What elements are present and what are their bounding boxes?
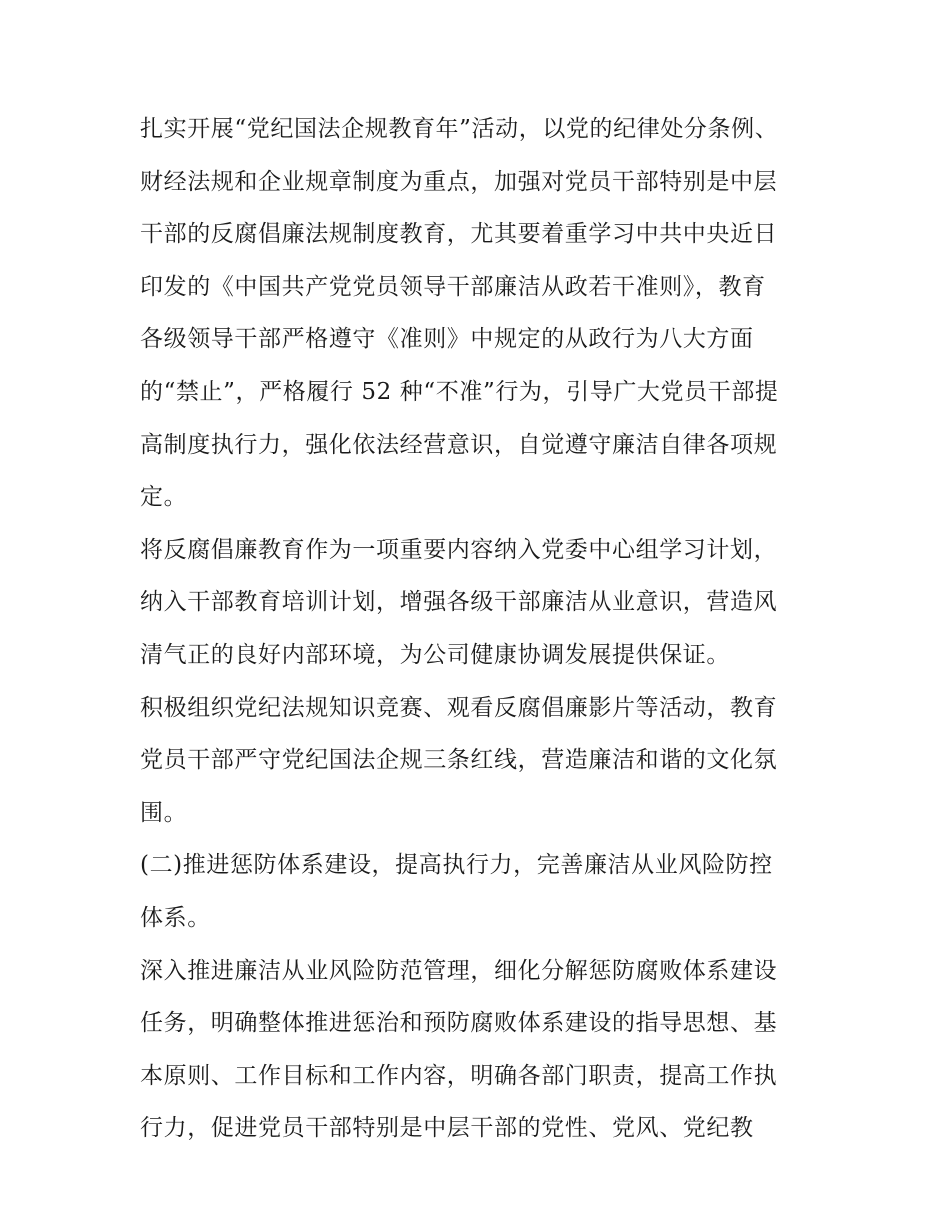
text-line: 清气正的良好内部环境，为公司健康协调发展提供保证。 <box>140 641 730 668</box>
text-line: 扎实开展“党纪国法企规教育年”活动，以党的纪律处分条例、 <box>140 116 779 142</box>
text-line: 高制度执行力，强化依法经营意识，自觉遵守廉洁自律各项规 <box>140 431 778 458</box>
text-line: 本原则、工作目标和工作内容，明确各部门职责，提高工作执 <box>140 1062 778 1089</box>
text-line: 印发的《中国共产党党员领导干部廉洁从政若干准则》，教育 <box>140 273 766 300</box>
section-heading: (二)推进惩防体系建设，提高执行力，完善廉洁从业风险防控 <box>140 852 773 879</box>
text-line: 任务，明确整体推进惩治和预防腐败体系建设的指导思想、基 <box>140 1010 778 1037</box>
document-body <box>140 103 820 1155</box>
text-line: 各级领导干部严格遵守《准则》中规定的从政行为八大方面 <box>140 326 754 353</box>
text-line: 行力，促进党员干部特别是中层干部的党性、党风、党纪教 <box>140 1115 754 1142</box>
section-heading: 体系。 <box>140 904 211 931</box>
text-line: 将反腐倡廉教育作为一项重要内容纳入党委中心组学习计划， <box>140 536 778 563</box>
text-line: 财经法规和企业规章制度为重点，加强对党员干部特别是中层 <box>140 168 778 195</box>
text-line: 纳入干部教育培训计划，增强各级干部廉洁从业意识，营造风 <box>140 589 778 616</box>
text-line: 定。 <box>140 484 188 511</box>
text-line: 的“禁止”，严格履行 52 种“不准”行为，引导广大党员干部提 <box>140 378 779 405</box>
text-line: 干部的反腐倡廉法规制度教育，尤其要着重学习中共中央近日 <box>140 221 778 248</box>
text-line: 围。 <box>140 799 188 826</box>
text-line: 党员干部严守党纪国法企规三条红线，营造廉洁和谐的文化氛 <box>140 747 778 774</box>
text-line: 深入推进廉洁从业风险防范管理，细化分解惩防腐败体系建设 <box>140 957 778 984</box>
text-line: 积极组织党纪法规知识竞赛、观看反腐倡廉影片等活动，教育 <box>140 694 778 721</box>
